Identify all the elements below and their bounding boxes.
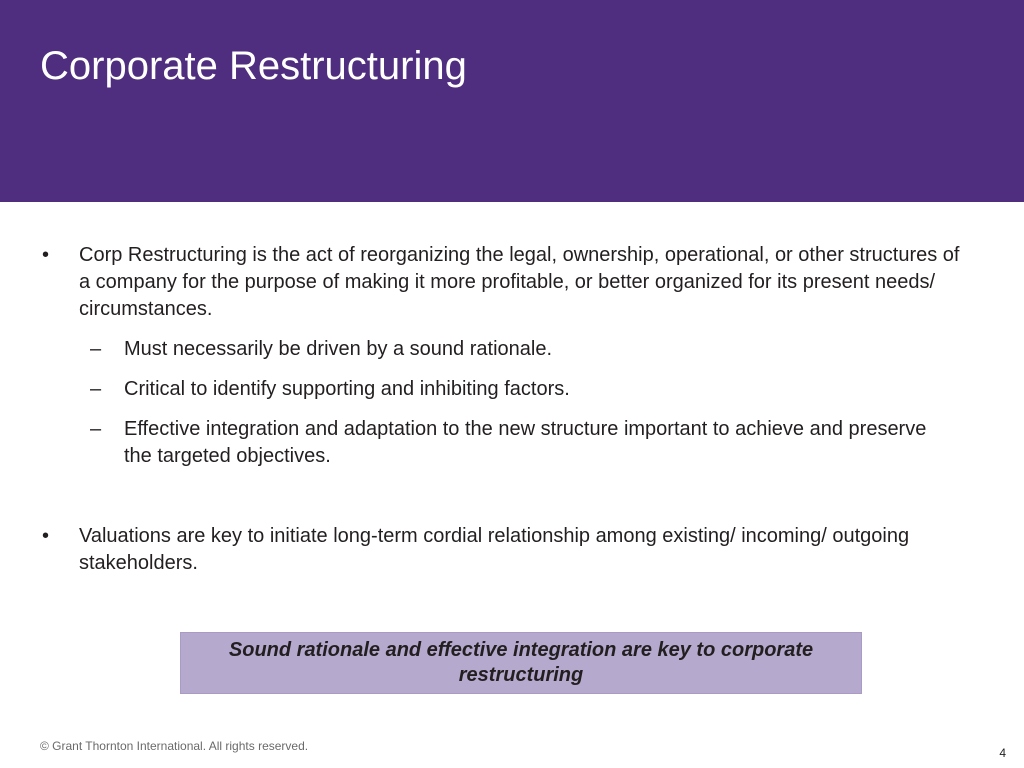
bullet-item bbox=[0, 523, 1024, 577]
slide-title: Corporate Restructuring bbox=[40, 44, 467, 88]
bullet-marker: • bbox=[42, 525, 50, 547]
key-message-callout bbox=[180, 632, 862, 694]
bullet-marker: • bbox=[42, 244, 50, 266]
copyright-footer: © Grant Thornton International. All rights reserved. bbox=[40, 739, 309, 753]
dash-marker: – bbox=[90, 338, 102, 360]
dash-marker: – bbox=[90, 418, 102, 440]
sub-bullet-text: Effective integration and adaptation to the new structure important to achieve and preserve the targeted objectives. bbox=[124, 418, 927, 467]
sub-bullet-text: Critical to identify supporting and inhibiting factors. bbox=[124, 378, 570, 400]
sub-bullet-text: Must necessarily be driven by a sound rationale. bbox=[124, 338, 553, 360]
dash-marker: – bbox=[90, 378, 102, 400]
bullet-text: Corp Restructuring is the act of reorganizing the legal, ownership, operational, or other structures of a company for the purpose of making it more profitable, or better organized for its present needs/ circumstances. bbox=[79, 244, 960, 320]
bullet-item bbox=[0, 242, 1024, 323]
title-banner bbox=[0, 0, 1024, 202]
sub-bullet-item bbox=[0, 416, 1024, 470]
bullet-text: Valuations are key to initiate long-term cordial relationship among existing/ incoming/ outgoing stakeholders. bbox=[79, 525, 910, 574]
slide-body bbox=[0, 242, 1024, 577]
sub-bullet-item bbox=[0, 336, 1024, 363]
callout-text: Sound rationale and effective integration are key to corporate restructuring bbox=[228, 639, 814, 686]
page-number: 4 bbox=[999, 746, 1006, 760]
sub-bullet-item bbox=[0, 376, 1024, 403]
